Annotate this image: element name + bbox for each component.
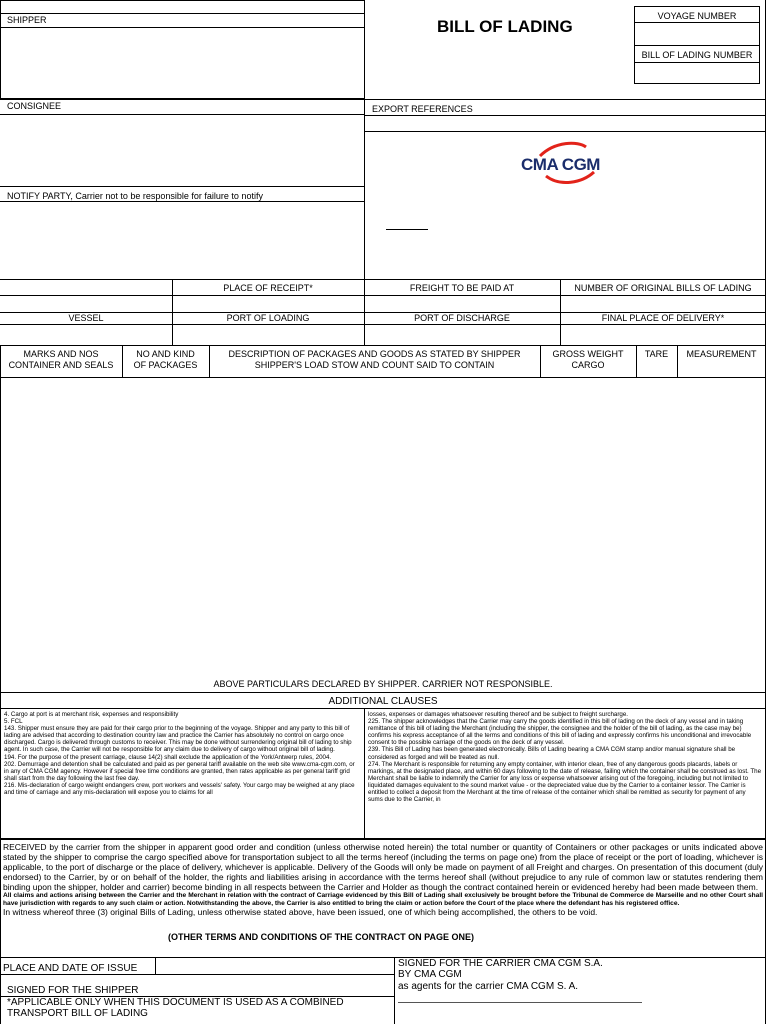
vessel-label: VESSEL [68, 313, 104, 323]
terms-block [3, 842, 763, 917]
shipper-box [0, 0, 365, 99]
voyage-number-rule-2 [634, 45, 760, 46]
signed-carrier-label-1: SIGNED FOR THE CARRIER CMA CGM S.A. [398, 958, 603, 969]
signed-shipper-label: SIGNED FOR THE SHIPPER [7, 985, 139, 996]
terms-top-rule [0, 838, 766, 840]
clause-text: 202. Demurrage and detention shall be calculated and paid as per general tariff available on the web site www.cma-cgm.com, or in any of CMA CGM agency. However if special free time conditions are granted, then rates applicable as per general tariff grid shall start from the day following the last free day. [4, 760, 355, 782]
cma-cgm-logo [520, 139, 610, 189]
bl-number-label: BILL OF LADING NUMBER [641, 50, 753, 60]
footer-divider [394, 957, 395, 1024]
clause-text: 143. Shipper must ensure they are paid for their cargo prior to the beginning of the voyage. Shipper and any party to this bill of lading are advised that according to destination country law and practice the Carrier has absolutely no control on cargo once discharged. Cargo is delivered through customs to receiver. This may be done without surrendering original bill of lading to ship agent. In such case, the Carrier will not be responsible for any claim due to delivery of cargo without original bill of lading. [4, 725, 352, 754]
routing-row1-rule [0, 295, 766, 296]
carrier-signature-line [398, 1002, 642, 1003]
clause-text: 239. This Bill of Lading has been generated electronically. Bills of Lading bearing a CMA CGM stamp and/or manual signature shall be considered as forged and will be treated as null. [368, 746, 736, 761]
above-particulars: ABOVE PARTICULARS DECLARED BY SHIPPER. CARRIER NOT RESPONSIBLE. [213, 679, 553, 689]
carrier-signature-area [395, 994, 765, 1024]
top-section-divider [364, 0, 365, 280]
notify-party-label: NOTIFY PARTY, Carrier not to be responsible for failure to notify [7, 191, 263, 201]
clause-text: 274. The Merchant is responsible for returning any empty container, with interior clean, free of any dangerous goods placards, labels or markings, at the designated place, and within 60 days following to the date of release, failing which the container shall be construed as lost. The Merchant shall be liable to indemnify the Carrier for any loss or expense whatsoever arising out of the foregoing, including but not limited to liquidated damages equivalent to the sound market value - or the depreciated value due by the Carrier to a container lessor. The Carrier is entitled to collect a deposit from the Merchant at the time of release of the container which shall be remitted as security for payment of any sums due to the Carrier, in [368, 760, 762, 804]
gross-weight-label-2: CARGO [571, 360, 605, 370]
marks-label-1: MARKS AND NOS [23, 349, 99, 359]
other-terms: (OTHER TERMS AND CONDITIONS OF THE CONTRACT ON PAGE ONE) [168, 932, 474, 942]
clause-text: 216. Mis-declaration of cargo weight endangers crew, port workers and vessels' safety. Your cargo may be weighed at any place and time of carriage and any mis-declaration will expose you to claims for all [4, 781, 355, 797]
document-title: BILL OF LADING [437, 17, 573, 36]
voyage-number-label: VOYAGE NUMBER [657, 11, 737, 21]
notify-top-rule [0, 186, 365, 187]
routing-row3-rule [0, 324, 766, 325]
gross-weight-label-1: GROSS WEIGHT [552, 349, 624, 359]
consignee-top-rule [0, 99, 766, 100]
clauses-top-rule [0, 692, 766, 693]
shipper-label: SHIPPER [7, 15, 47, 25]
signed-carrier-label-2: BY CMA CGM [398, 969, 462, 980]
voyage-number-rule [634, 22, 760, 23]
measurement-label: MEASUREMENT [686, 349, 757, 359]
final-place-label: FINAL PLACE OF DELIVERY* [601, 313, 725, 323]
shipper-top-rule [0, 13, 365, 14]
marks-label-2: CONTAINER AND SEALS [8, 360, 114, 370]
clause-text: 225. The shipper acknowledges that the Carrier may carry the goods identified in this bill of lading on the deck of any vessel and in taking remittance of this bill of lading the Merchant (including the shipper, the consignee and the holder of the bill of lading, as the case may be) confirms his express acceptance of all the terms and conditions of this bill of lading and expressly confirms his unconditional and irrevocable consent to the possible carriage of the goods on the deck of any vessel. [368, 718, 752, 747]
footer-top-rule [0, 957, 766, 958]
desc-label-1: DESCRIPTION OF PACKAGES AND GOODS AS STATED BY SHIPPER [228, 349, 521, 359]
applicable-note-1: *APPLICABLE ONLY WHEN THIS DOCUMENT IS USED AS A COMBINED [7, 997, 344, 1008]
clause-text: 194. For the purpose of the present carriage, clause 14(2) shall exclude the application of the York/Antwerp rules, 2004. [4, 753, 332, 761]
export-references-label: EXPORT REFERENCES [372, 104, 473, 114]
witness-text: In witness whereof three (3) original Bills of Lading, unless otherwise stated above, have been issued, one of which being accomplished, the others to be void. [3, 907, 598, 918]
place-of-receipt-label: PLACE OF RECEIPT* [223, 283, 313, 293]
port-of-loading-label: PORT OF LOADING [226, 313, 310, 323]
cargo-header-top-rule [0, 345, 766, 346]
right-border [765, 0, 766, 1024]
clause-text: 5. FCL [4, 718, 23, 726]
export-ref-top-rule [364, 115, 766, 116]
clause-text: losses, expenses or damages whatsoever resulting thereof and be subject to freight surcharge. [368, 711, 629, 718]
place-date-divider [155, 957, 156, 974]
place-date-rule [0, 974, 394, 975]
clauses-divider [364, 708, 365, 838]
original-bls-label: NUMBER OF ORIGINAL BILLS OF LADING [574, 283, 752, 293]
agents-label: as agents for the carrier CMA CGM S. A. [398, 981, 579, 992]
port-of-discharge-label: PORT OF DISCHARGE [414, 313, 510, 323]
tare-label: TARE [644, 349, 669, 359]
consignee-label: CONSIGNEE [7, 101, 62, 111]
export-ref-bottom-rule [364, 131, 766, 132]
applicable-note-2: TRANSPORT BILL OF LADING [7, 1008, 148, 1019]
clauses-title-rule [0, 708, 766, 709]
clauses-right-column [368, 711, 762, 837]
logo-underline [386, 229, 428, 230]
clauses-left-column [4, 711, 360, 837]
freight-paid-at-label: FREIGHT TO BE PAID AT [409, 283, 515, 293]
cargo-header-bottom-rule [0, 377, 766, 378]
consignee-label-rule [0, 114, 365, 115]
additional-clauses-title: ADDITIONAL CLAUSES [328, 696, 438, 707]
jurisdiction-text: All claims and actions arising between the Carrier and the Merchant in relation with the contract of Carriage evidenced by this Bill of Lading shall exclusively be brought before the Tribunal de Commerce de Marseille and no other Court shall have jurisdiction with regards to any such claim or action. Notwithstanding the above, the Carrier is also entitled to bring the claim or action before the Court of the place where the defendant has his registered office. [3, 892, 763, 907]
clause-text: 4. Cargo at port is at merchant risk, expenses and responsibility [4, 711, 179, 718]
received-text: RECEIVED by the carrier from the shipper in apparent good order and condition (unless otherwise noted herein) the total number or quantity of Containers or other packages or units indicated above stated by the shipper to comprise the cargo specified above for transportation subject to all the terms hereof (including the terms on page one) from the place of receipt or the port of loading, whichever is applicable, to the port of discharge or the place of delivery, whichever is applicable. Delivery of the Goods will only be made on payment of all Freight and charges. On presentation of this document (duly endorsed) to the Carrier, by or on behalf of the holder, the rights and liabilities arising in accordance with the terms hereof shall (without prejudice to any rule of common law or statutes rendering them binding upon the shipper, holder and carrier) become binding in all respects between the Carrier and Holder as though the contract contained herein or evidenced hereby had been made between them. [3, 842, 763, 892]
routing-top-rule [0, 279, 766, 280]
kind-label-2: OF PACKAGES [133, 360, 198, 370]
place-date-label: PLACE AND DATE OF ISSUE [3, 963, 138, 974]
desc-label-2: SHIPPER'S LOAD STOW AND COUNT SAID TO CONTAIN [254, 360, 495, 370]
shipper-bottom-rule [0, 27, 365, 28]
bl-number-rule [634, 62, 760, 63]
kind-label-1: NO AND KIND [136, 349, 195, 359]
logo-text: CMA CGM [521, 155, 600, 174]
